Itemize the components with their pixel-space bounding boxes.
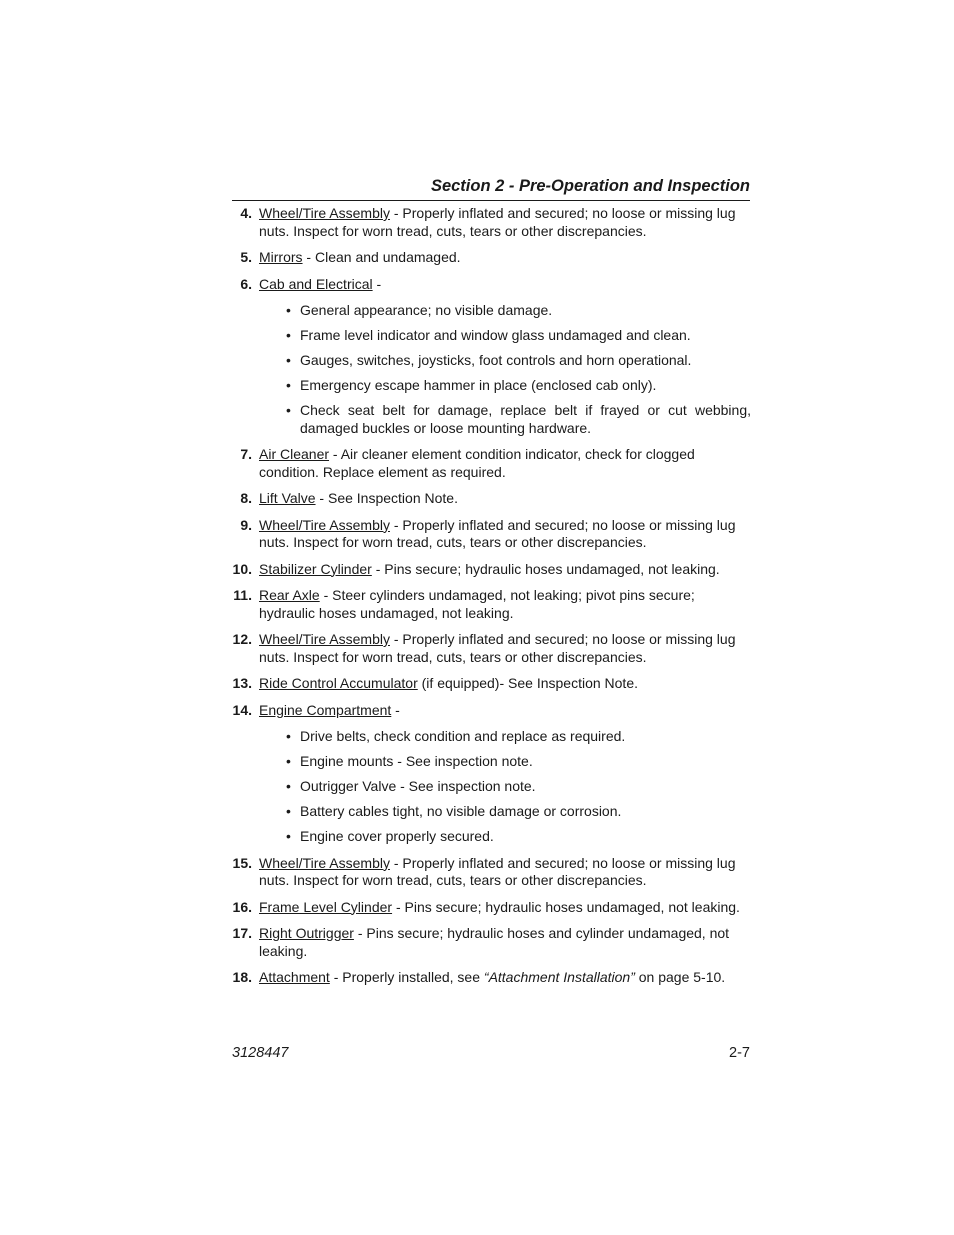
item-description: - See Inspection Note. xyxy=(315,490,458,506)
item-label: Wheel/Tire Assembly xyxy=(259,631,390,647)
item-label: Frame Level Cylinder xyxy=(259,898,393,915)
bullet-text: Frame level indicator and window glass undamaged and clean. xyxy=(300,327,691,343)
list-item xyxy=(232,855,751,890)
bullet-item xyxy=(259,778,751,796)
item-number: 5. xyxy=(240,249,252,265)
bullet-item xyxy=(259,352,751,370)
item-label: Wheel/Tire Assembly xyxy=(259,516,390,533)
item-description: - Properly inflated and secured; no loose or missing lug nuts. Inspect for worn tread, cuts, tears or other discrepancies. xyxy=(259,516,736,550)
bullet-icon: • xyxy=(286,803,291,819)
page-number: 2-7 xyxy=(729,1045,750,1061)
bullet-text: Emergency escape hammer in place (enclosed cab only). xyxy=(300,377,657,393)
list-item xyxy=(232,490,751,508)
bullet-item xyxy=(259,302,751,320)
bullet-text: Engine cover properly secured. xyxy=(300,828,494,844)
item-description: - Pins secure; hydraulic hoses undamaged, not leaking. xyxy=(371,560,720,577)
bullet-item xyxy=(259,402,751,437)
item-number: 15. xyxy=(232,854,252,871)
item-label: Right Outrigger xyxy=(259,925,354,941)
bullet-item xyxy=(259,377,751,395)
item-number: 17. xyxy=(232,925,252,941)
item-number: 13. xyxy=(232,675,252,691)
list-item xyxy=(232,631,751,666)
list-item xyxy=(232,702,751,846)
item-description: - Air cleaner element condition indicator, check for clogged condition. Replace element as required. xyxy=(259,446,695,480)
bullet-text: Check seat belt for damage, replace belt if frayed or cut webbing, damaged buckles or loose mounting hardware. xyxy=(300,402,751,436)
item-label: Air Cleaner xyxy=(259,446,330,462)
bullet-icon: • xyxy=(286,302,291,318)
bullet-text: Engine mounts - See inspection note. xyxy=(300,753,533,769)
item-label: Wheel/Tire Assembly xyxy=(259,854,390,871)
item-description: - Clean and undamaged. xyxy=(302,249,461,265)
bullet-icon: • xyxy=(286,753,291,769)
item-description: - Properly inflated and secured; no loose or missing lug nuts. Inspect for worn tread, cuts, tears or other discrepancies. xyxy=(259,854,736,888)
bullet-icon: • xyxy=(286,402,291,418)
list-item xyxy=(232,899,751,917)
bullet-item xyxy=(259,803,751,821)
bullet-text: Battery cables tight, no visible damage or corrosion. xyxy=(300,803,622,819)
bullet-item xyxy=(259,753,751,771)
item-description: - xyxy=(372,275,382,292)
item-label: Mirrors xyxy=(259,249,303,265)
item-label: Stabilizer Cylinder xyxy=(259,560,372,577)
item-label: Attachment xyxy=(259,969,330,985)
item-label: Wheel/Tire Assembly xyxy=(259,205,390,221)
item-number: 16. xyxy=(232,898,252,915)
item-label: Rear Axle xyxy=(259,587,320,603)
item-label: Cab and Electrical xyxy=(259,275,373,292)
document-number: 3128447 xyxy=(232,1045,289,1061)
item-description: - Steer cylinders undamaged, not leaking; pivot pins secure; hydraulic hoses undamaged, not leaking. xyxy=(259,587,695,621)
list-item xyxy=(232,925,751,960)
item-number: 18. xyxy=(232,969,252,985)
list-item xyxy=(232,249,751,267)
item-label: Engine Compartment xyxy=(259,701,392,718)
bullet-text: General appearance; no visible damage. xyxy=(300,302,553,318)
bullet-text: Outrigger Valve - See inspection note. xyxy=(300,778,536,794)
item-description: (if equipped)- See Inspection Note. xyxy=(417,675,638,691)
item-description-end: on page 5-10. xyxy=(634,969,726,985)
item-label: Ride Control Accumulator xyxy=(259,675,418,691)
bullet-icon: • xyxy=(286,352,291,368)
item-description: - Properly inflated and secured; no loose or missing lug nuts. Inspect for worn tread, cuts, tears or other discrepancies. xyxy=(259,205,736,239)
item-label: Lift Valve xyxy=(259,490,316,506)
bullet-icon: • xyxy=(286,778,291,794)
bullet-icon: • xyxy=(286,327,291,343)
bullet-list xyxy=(259,728,751,846)
item-number: 8. xyxy=(240,490,252,506)
item-number: 11. xyxy=(233,587,252,603)
item-number: 7. xyxy=(240,446,252,462)
cross-reference: “Attachment Installation” xyxy=(483,969,635,985)
item-description: - Properly inflated and secured; no loose or missing lug nuts. Inspect for worn tread, cuts, tears or other discrepancies. xyxy=(259,631,736,665)
item-number: 9. xyxy=(240,516,252,533)
bullet-icon: • xyxy=(286,377,291,393)
section-title: Section 2 - Pre-Operation and Inspection xyxy=(430,177,750,195)
inspection-list xyxy=(232,205,751,996)
item-number: 10. xyxy=(232,560,252,577)
item-number: 4. xyxy=(240,205,252,221)
item-description: - Pins secure; hydraulic hoses undamaged, not leaking. xyxy=(392,898,740,915)
bullet-item xyxy=(259,828,751,846)
bullet-text: Drive belts, check condition and replace as required. xyxy=(300,728,626,744)
list-item xyxy=(232,446,751,481)
bullet-list xyxy=(259,302,751,437)
bullet-item xyxy=(259,728,751,746)
header-divider xyxy=(232,200,750,201)
list-item xyxy=(232,205,751,240)
bullet-icon: • xyxy=(286,728,291,744)
item-description: - Pins secure; hydraulic hoses and cylinder undamaged, not leaking. xyxy=(259,925,730,959)
list-item xyxy=(232,561,751,579)
list-item xyxy=(232,276,751,438)
list-item xyxy=(232,675,751,693)
item-description: - Properly installed, see xyxy=(329,969,484,985)
list-item xyxy=(232,969,751,987)
item-description: - xyxy=(391,701,400,718)
item-number: 6. xyxy=(240,275,252,292)
list-item xyxy=(232,587,751,622)
item-number: 12. xyxy=(232,631,252,647)
bullet-text: Gauges, switches, joysticks, foot controls and horn operational. xyxy=(300,352,692,368)
list-item xyxy=(232,517,751,552)
item-number: 14. xyxy=(232,701,252,718)
bullet-icon: • xyxy=(286,828,291,844)
bullet-item xyxy=(259,327,751,345)
